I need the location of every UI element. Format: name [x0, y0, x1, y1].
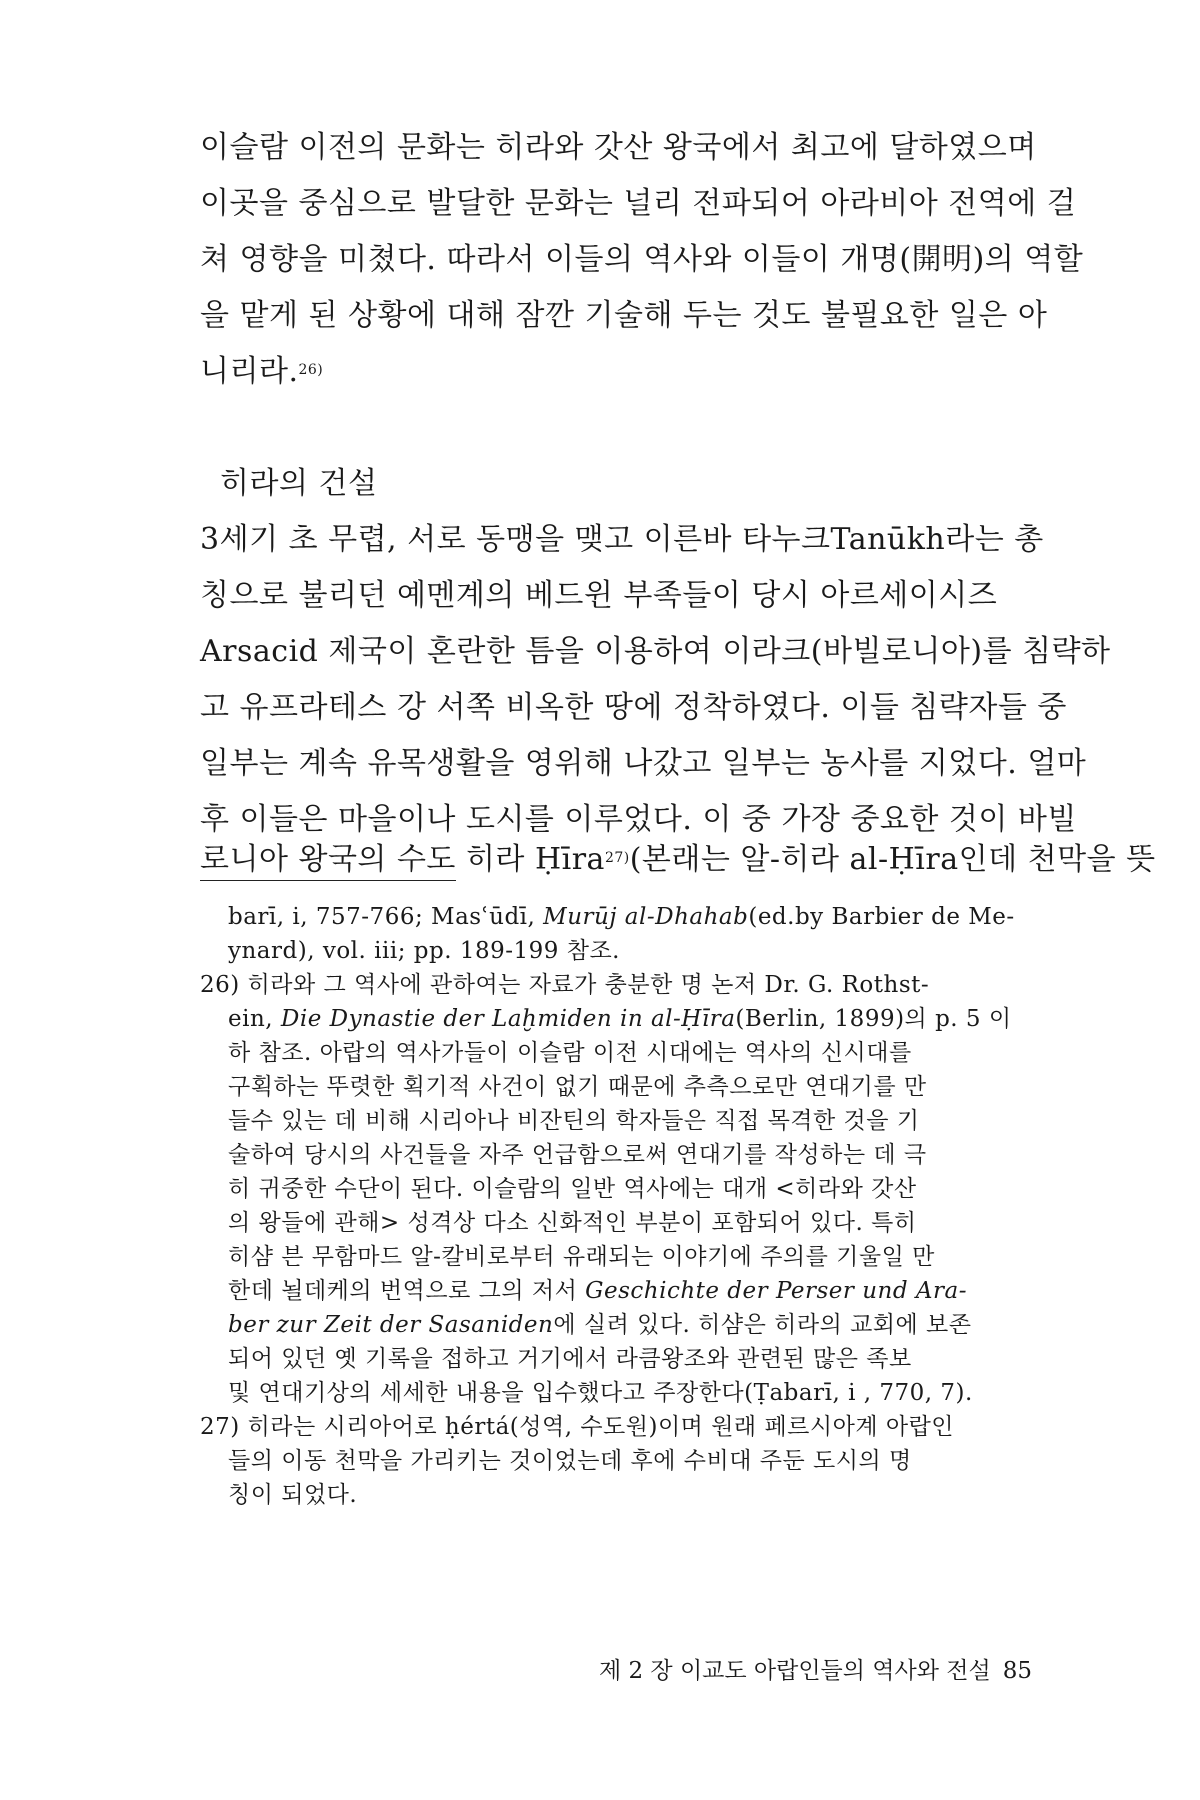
footnote-line: 되어 있던 옛 기록을 접하고 거기에서 라큼왕조와 관련된 많은 족보: [228, 1346, 912, 1372]
body-line: 쳐 영향을 미쳤다. 따라서 이들의 역사와 이들이 개명(開明)의 역할: [200, 242, 1084, 277]
footnote-line: 하 참조. 아랍의 역사가들이 이슬람 이전 시대에는 역사의 신시대를: [228, 1040, 912, 1066]
footnote-title: Murūj al-Dhahab: [543, 904, 749, 930]
footnote-ref: 26): [298, 362, 324, 378]
footnote-line: [200, 970, 1030, 1001]
footnote-line: 히 귀중한 수단이 된다. 이슬람의 일반 역사에는 대개 <히라와 갓산: [228, 1176, 917, 1202]
footnote-divider: [200, 880, 456, 881]
body-line: [200, 840, 1156, 880]
footnote-title: Die Dynastie der Laḫmiden in al-Ḥīra: [280, 1006, 736, 1032]
footnote-title: Geschichte der Perser und Ara-: [585, 1278, 967, 1304]
body-text: (본래는 알-히라 al-Ḥīra인데 천막을 뜻: [629, 842, 1156, 877]
footnote-text: (ed.by Barbier de Me-: [748, 904, 1015, 930]
body-line: 이슬람 이전의 문화는 히라와 갓산 왕국에서 최고에 달하였으며: [200, 130, 1037, 165]
body-line: 고 유프라테스 강 서쪽 비옥한 땅에 정착하였다. 이들 침략자들 중: [200, 690, 1067, 725]
body-line: 칭으로 불리던 예멘계의 베드윈 부족들이 당시 아르세이시즈: [200, 578, 998, 613]
footnote-line: [228, 1276, 1028, 1307]
body-line: 3세기 초 무렵, 서로 동맹을 맺고 이른바 타누크Tanūkh라는 총: [200, 522, 1044, 557]
running-footer: [599, 1652, 1032, 1685]
footnote-number: 26): [200, 972, 240, 998]
footnote-line: 및 연대기상의 세세한 내용을 입수했다고 주장한다(Ṭabarī, i , 770, 7).: [228, 1380, 973, 1406]
footnote-text: barī, i, 757-766; Masʿūdī,: [228, 904, 544, 930]
footnote-number: 27): [200, 1414, 240, 1440]
footnote-text: 한데 뇔데케의 번역으로 그의 저서: [228, 1278, 586, 1304]
footnote-title: ber zur Zeit der Sasaniden: [228, 1312, 554, 1338]
footnote-line: 의 왕들에 관해> 성격상 다소 신화적인 부분이 포함되어 있다. 특히: [228, 1210, 917, 1236]
footnote-text: ein,: [228, 1006, 281, 1032]
section-heading: 히라의 건설: [220, 466, 378, 501]
body-line: 일부는 계속 유목생활을 영위해 나갔고 일부는 농사를 지었다. 얼마: [200, 746, 1087, 781]
footnote-line: [228, 1004, 1028, 1035]
footnote-line: [228, 1310, 1028, 1341]
chapter-title: 제 2 장 이교도 아랍인들의 역사와 전설: [598, 1658, 991, 1684]
footnote-line: [228, 902, 1028, 933]
footnote-line: 칭이 되었다.: [228, 1482, 358, 1508]
body-line: 이곳을 중심으로 발달한 문화는 널리 전파되어 아라비아 전역에 걸: [200, 186, 1077, 221]
footnote-ref: 27): [604, 850, 630, 866]
footnote-line: [200, 1412, 1030, 1443]
body-line: 을 맡게 된 상황에 대해 잠깐 기술해 두는 것도 불필요한 일은 아: [200, 298, 1048, 333]
footnote-text: (Berlin, 1899)의 p. 5 이: [735, 1006, 1012, 1032]
footnote-line: 히샴 븐 무함마드 알-칼비로부터 유래되는 이야기에 주의를 기울일 만: [228, 1244, 935, 1270]
body-text: 니리라.: [200, 354, 299, 389]
footnote-line: 들수 있는 데 비해 시리아나 비잔틴의 학자들은 직접 목격한 것을 기: [228, 1108, 920, 1134]
body-line: [200, 352, 1030, 392]
footnote-line: 술하여 당시의 사건들을 자주 언급함으로써 연대기를 작성하는 데 극: [228, 1142, 927, 1168]
body-line: 후 이들은 마을이나 도시를 이루었다. 이 중 가장 중요한 것이 바빌: [200, 802, 1077, 837]
footnote-text: 히라와 그 역사에 관하여는 자료가 충분한 명 논저 Dr. G. Rothst-: [247, 972, 930, 998]
footnote-text: 에 실려 있다. 히샴은 히라의 교회에 보존: [553, 1312, 972, 1338]
footnote-text: 히라는 시리아어로 ḥértá(성역, 수도원)이며 원래 페르시아계 아랍인: [247, 1414, 955, 1440]
footnote-line: 구획하는 뚜렷한 획기적 사건이 없기 때문에 추측으로만 연대기를 만: [228, 1074, 927, 1100]
footnote-line: ynard), vol. iii; pp. 189-199 참조.: [228, 938, 620, 964]
body-line: Arsacid 제국이 혼란한 틈을 이용하여 이라크(바빌로니아)를 침략하: [200, 634, 1111, 669]
body-text: 로니아 왕국의 수도 히라 Ḥīra: [200, 842, 605, 877]
page-number: 85: [1002, 1658, 1032, 1684]
footnote-line: 들의 이동 천막을 가리키는 것이었는데 후에 수비대 주둔 도시의 명: [228, 1448, 912, 1474]
